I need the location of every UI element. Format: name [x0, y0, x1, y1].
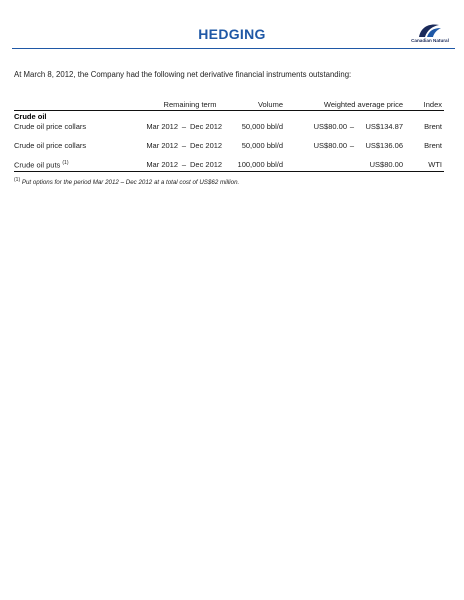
- table-row: [14, 160, 444, 170]
- footnote-text: Put options for the period Mar 2012 – Dec 2012 at a total cost of US$62 million.: [21, 179, 240, 187]
- company-logo-icon: [417, 22, 443, 39]
- logo-wordmark: Canadian Natural: [411, 38, 449, 43]
- term-end-cell: Dec 2012: [190, 141, 223, 150]
- price-dash: –: [349, 122, 355, 131]
- column-header-index: Index: [423, 100, 442, 109]
- volume-cell: 50,000 bbl/d: [241, 122, 283, 131]
- company-logo: [405, 22, 455, 48]
- price-high-cell: US$136.06: [365, 141, 403, 150]
- term-start-cell: Mar 2012: [146, 122, 178, 131]
- group-label: Crude oil: [14, 112, 47, 121]
- table-row: [14, 122, 444, 132]
- price-high-cell: US$80.00: [369, 160, 403, 169]
- term-start-cell: Mar 2012: [146, 160, 178, 169]
- term-end-cell: Dec 2012: [190, 160, 223, 169]
- table-row: [14, 141, 444, 151]
- instrument-cell: Crude oil price collars: [14, 141, 87, 150]
- price-high-cell: US$134.87: [365, 122, 403, 131]
- instrument-cell: Crude oil price collars: [14, 122, 87, 131]
- term-dash: –: [181, 160, 187, 169]
- footnote-marker: (1): [62, 160, 69, 166]
- term-dash: –: [181, 141, 187, 150]
- header-divider: [12, 48, 455, 49]
- price-low-cell: US$80.00: [313, 122, 347, 131]
- page-title: HEDGING: [198, 26, 266, 42]
- price-low-cell: US$80.00: [313, 141, 347, 150]
- table-top-rule: [14, 110, 444, 111]
- volume-cell: 100,000 bbl/d: [237, 160, 283, 169]
- price-dash: –: [349, 141, 355, 150]
- intro-text: At March 8, 2012, the Company had the following net derivative financial instruments outstanding:: [14, 70, 352, 79]
- instrument-label: Crude oil puts: [14, 160, 61, 170]
- index-cell: Brent: [424, 122, 442, 131]
- footnote-marker: (1): [14, 177, 21, 183]
- term-dash: –: [181, 122, 187, 131]
- column-header-price: Weighted average price: [323, 100, 403, 109]
- column-header-term: Remaining term: [163, 100, 217, 109]
- footnote: [14, 177, 239, 186]
- instrument-cell: [14, 160, 69, 170]
- term-start-cell: Mar 2012: [146, 141, 178, 150]
- volume-cell: 50,000 bbl/d: [241, 141, 283, 150]
- index-cell: Brent: [424, 141, 442, 150]
- column-header-volume: Volume: [257, 100, 283, 109]
- table-bottom-rule: [14, 171, 444, 172]
- index-cell: WTI: [428, 160, 442, 169]
- term-end-cell: Dec 2012: [190, 122, 223, 131]
